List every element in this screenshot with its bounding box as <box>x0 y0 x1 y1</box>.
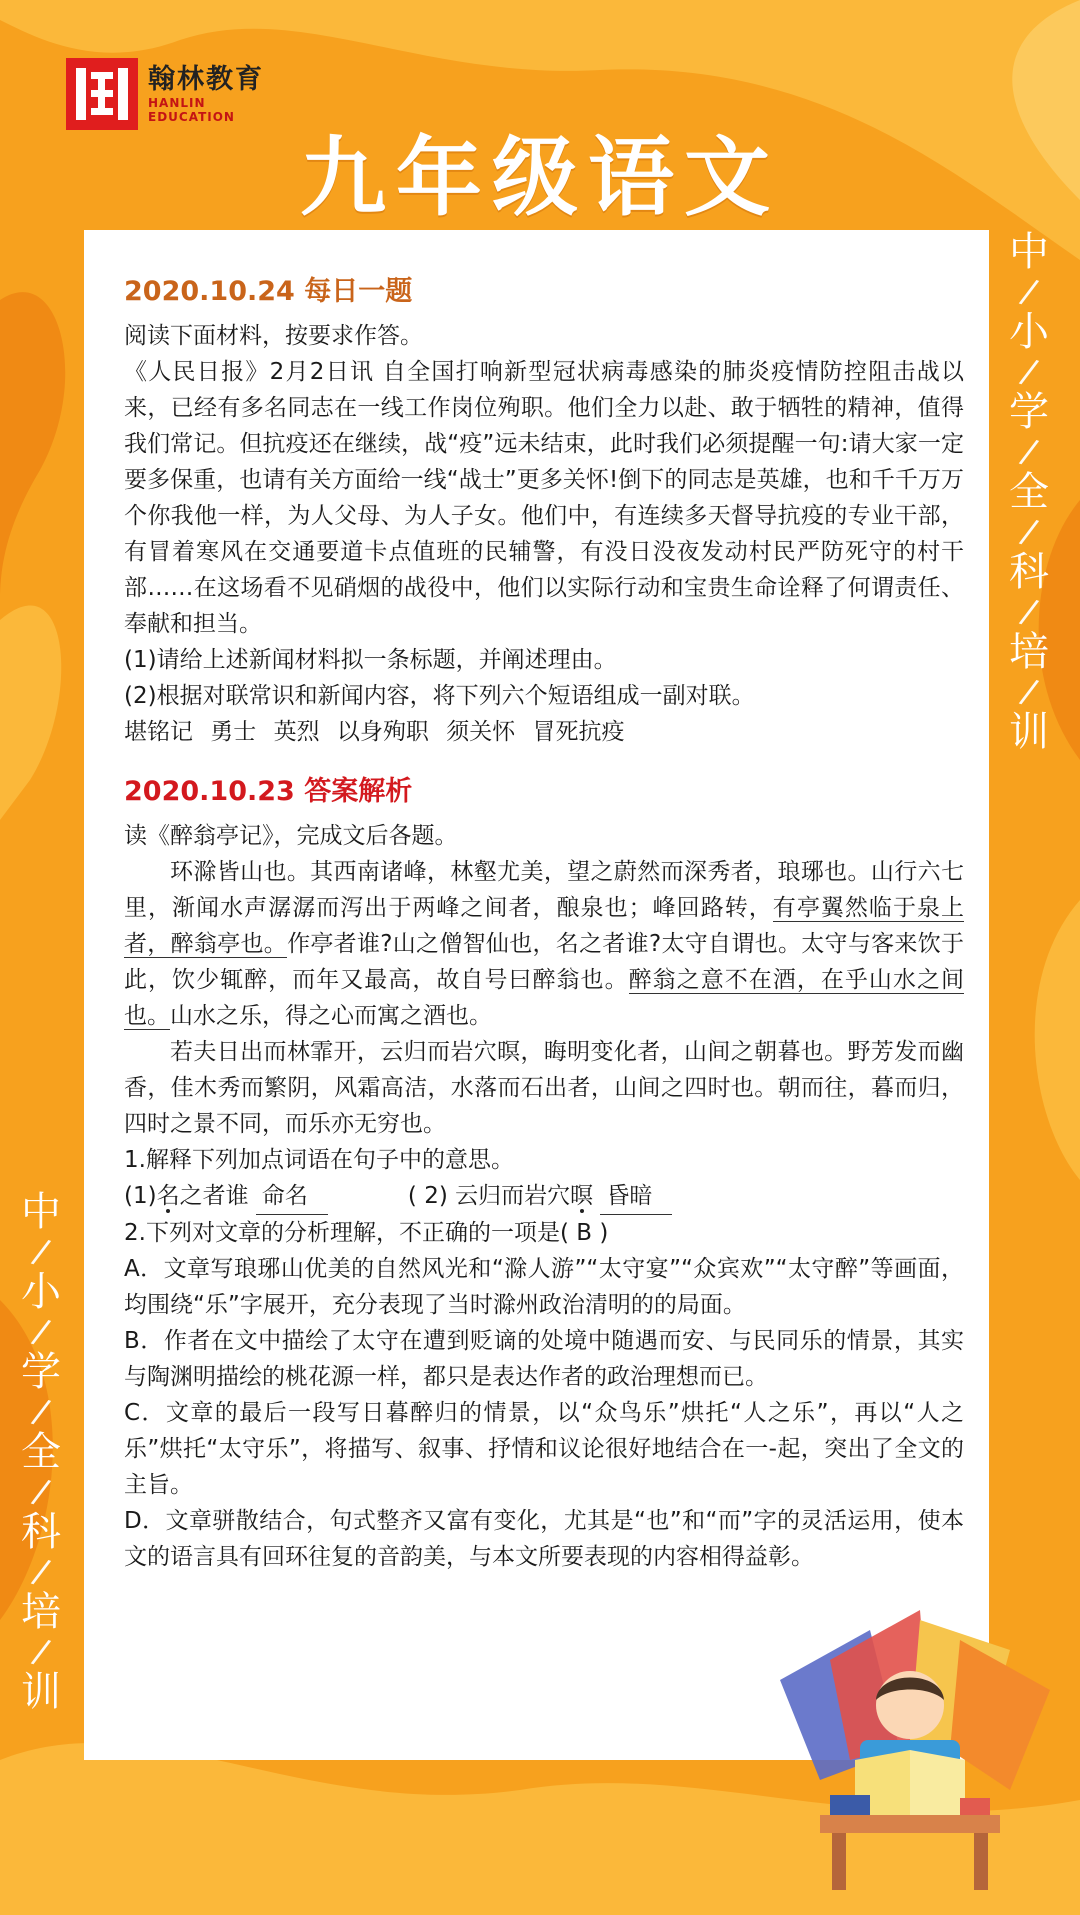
page-title: 九年级语文 <box>300 127 780 228</box>
option-c: C．文章的最后一段写日暮醉归的情景，以“众鸟乐”烘托“人之乐”，再以“人之乐”烘托“太守乐”，将描写、叙事、抒情和议论很好地结合在一-起，突出了全文的主旨。 <box>124 1400 964 1498</box>
answer-q1a-blank: 命名 <box>256 1178 328 1215</box>
option-b: B．作者在文中描绘了太守在遭到贬谪的处境中随遇而安、与民同乐的情景，其实与陶渊明描绘的桃花源一样，都只是表达作者的政治理想而已。 <box>124 1328 964 1390</box>
option-a: A．文章写琅琊山优美的自然风光和“滁人游”“太守宴”“众宾欢”“太守醉”等画面，均围绕“乐”字展开，充分表现了当时滁州政治清明的的局面。 <box>124 1256 964 1318</box>
logo-name-en-1: HANLIN <box>148 96 206 110</box>
daily-phrases: 堪铭记 勇士 英烈 以身殉职 须关怀 冒死抗疫 <box>124 719 625 745</box>
daily-instruction: 阅读下面材料，按要求作答。 <box>124 323 423 349</box>
underlined-sentence-2: 醉翁之意不在酒，在乎山水之间也。 <box>124 967 965 1029</box>
daily-question-2: (2)根据对联常识和新闻内容，将下列六个短语组成一副对联。 <box>124 683 755 709</box>
content-body <box>124 272 964 1575</box>
answer-header: 2020.10.23 答案解析 <box>124 776 413 807</box>
answer-q1: 1.解释下列加点词语在句子中的意思。 <box>124 1147 514 1173</box>
answer-passage-2: 若夫日出而林霏开，云归而岩穴暝，晦明变化者，山间之朝暮也。野芳发而幽香，佳木秀而繁阴，风霜高洁，水落而石出者，山间之四时也。朝而往，暮而归，四时之景不同，而乐亦无穷也。 <box>124 1039 964 1137</box>
side-text-left: 中 / 小 / 学 / 全 / 科 / 培 / 训 <box>21 1189 61 1715</box>
underlined-sentence-1: 有亭翼然临于泉上者，醉翁亭也。 <box>124 895 965 957</box>
daily-question-header: 2020.10.24 每日一题 <box>124 276 413 307</box>
answer-q1b-blank: 昏暗 <box>600 1178 672 1215</box>
logo-name-cn: 翰林教育 <box>148 64 264 95</box>
daily-material: 《人民日报》2月2日讯 自全国打响新型冠状病毒感染的肺炎疫情防控阻击战以来，已经有多名同志在一线工作岗位殉职。他们全力以赴、敢于牺牲的精神，值得我们常记。但抗疫还在继续，战“疫”远未结束，此时我们必须提醒一句:请大家一定要多保重，也请有关方面给一线“战士”更多关怀!倒下的同志是英雄，也和千千万万个你我他一样，为人父母、为人子女。他们中，有连续多天督导抗疫的专业干部，有冒着寒风在交通要道卡点值班的民辅警，有没日没夜发动村民严防死守的村干部……在这场看不见硝烟的战役中，他们以实际行动和宝贵生命诠释了何谓责任、奉献和担当。 <box>124 359 964 637</box>
logo-name-en-2: EDUCATION <box>148 110 235 124</box>
answer-intro: 读《醉翁亭记》，完成文后各题。 <box>124 823 458 849</box>
answer-passage-1: 环滁皆山也。其西南诸峰，林壑尤美，望之蔚然而深秀者，琅琊也。山行六七里，渐闻水声潺潺而泻出于两峰之间者，酿泉也；峰回路转，有亭翼然临于泉上者，醉翁亭也。作亭者谁?山之僧智仙也，名之者谁?太守自谓也。太守与客来饮于此，饮少辄醉，而年又最高，故自号曰醉翁也。醉翁之意不在酒，在乎山水之间也。山水之乐，得之心而寓之酒也。 <box>124 859 965 1029</box>
student-reading-illustration <box>760 1590 1060 1890</box>
side-text-right: 中 / 小 / 学 / 全 / 科 / 培 / 训 <box>1009 229 1049 755</box>
answer-q1-items: (1)名之者谁 命名 ( 2) 云归而岩穴暝 昏暗 <box>124 1178 964 1215</box>
option-d: D．文章骈散结合，句式整齐又富有变化，尤其是“也”和“而”字的灵活运用，使本文的语言具有回环往复的音韵美，与本文所要表现的内容相得益彰。 <box>124 1508 964 1570</box>
daily-question-1: (1)请给上述新闻材料拟一条标题，并阐述理由。 <box>124 647 617 673</box>
answer-q2: 2.下列对文章的分析理解，不正确的一项是( B ) <box>124 1220 609 1246</box>
